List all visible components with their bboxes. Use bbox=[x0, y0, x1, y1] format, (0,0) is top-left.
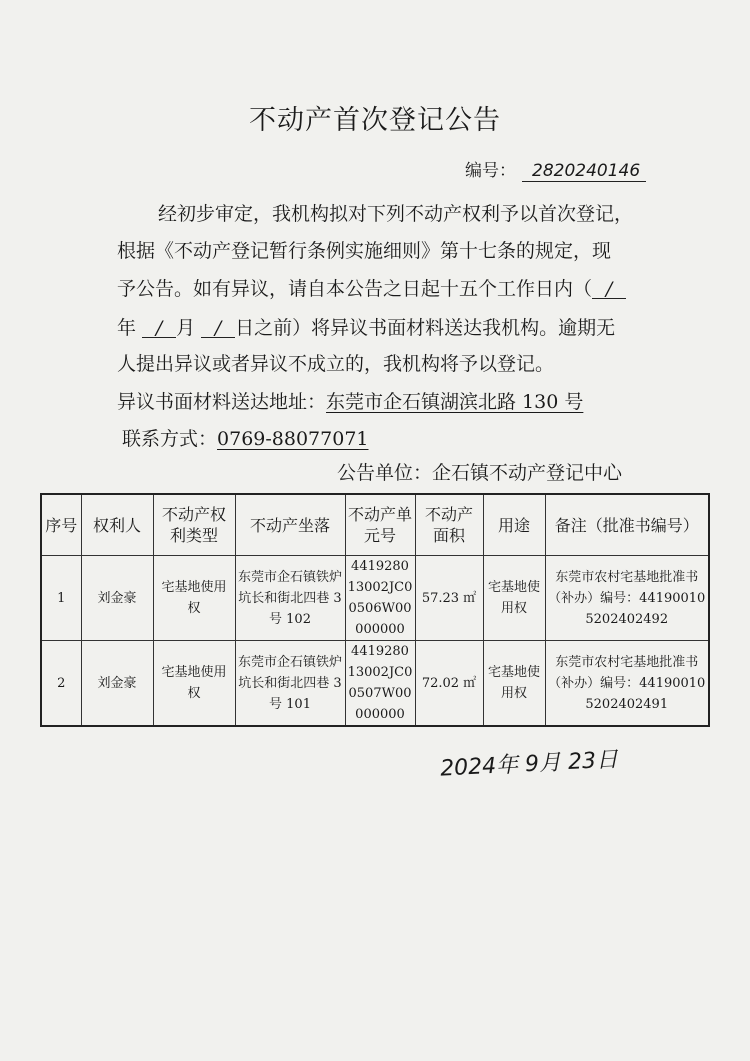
address-label: 异议书面材料送达地址： bbox=[117, 391, 327, 413]
paragraph-line-4-text: 日之前）将异议书面材料送达我机构。逾期无 bbox=[235, 317, 616, 339]
table-row bbox=[41, 556, 709, 641]
cell-right-type: 宅基地使用权 bbox=[153, 556, 235, 641]
contact-value: 0769-88077071 bbox=[217, 428, 369, 450]
cell-unit-no: 441928013002JC00507W00000000 bbox=[345, 641, 415, 727]
contact-line bbox=[122, 424, 369, 451]
cell-usage: 宅基地使用权 bbox=[483, 556, 545, 641]
serial-handwritten: 2820240146 bbox=[522, 161, 646, 182]
cell-unit-no: 441928013002JC00506W00000000 bbox=[345, 556, 415, 641]
cell-area: 72.02 ㎡ bbox=[415, 641, 483, 727]
serial-label: 编号： bbox=[465, 161, 516, 181]
blank-day: / bbox=[201, 319, 235, 338]
cell-no: 1 bbox=[41, 556, 81, 641]
header-holder: 权利人 bbox=[81, 494, 153, 556]
table-row bbox=[41, 641, 709, 727]
handwritten-date: 2024年 9月 23日 bbox=[439, 747, 619, 782]
contact-label: 联系方式： bbox=[122, 428, 218, 450]
address-line bbox=[117, 387, 583, 414]
header-area: 不动产面积 bbox=[415, 494, 483, 556]
blank-year: / bbox=[592, 280, 626, 299]
paragraph-line-4 bbox=[117, 313, 615, 340]
cell-holder: 刘金豪 bbox=[81, 556, 153, 641]
header-usage: 用途 bbox=[483, 494, 545, 556]
paragraph-line-5: 人提出异议或者异议不成立的，我机构将予以登记。 bbox=[117, 353, 555, 375]
cell-remark: 东莞市农村宅基地批准书（补办）编号：441900105202402492 bbox=[545, 556, 709, 641]
cell-location: 东莞市企石镇铁炉坑长和街北四巷 3 号 102 bbox=[235, 556, 345, 641]
paragraph-line-2: 根据《不动产登记暂行条例实施细则》第十七条的规定，现 bbox=[117, 240, 612, 262]
cell-remark: 东莞市农村宅基地批准书（补办）编号：441900105202402491 bbox=[545, 641, 709, 727]
cell-usage: 宅基地使用权 bbox=[483, 641, 545, 727]
paragraph-line-3 bbox=[117, 274, 626, 301]
registration-table bbox=[40, 493, 710, 727]
year-label: 年 bbox=[117, 317, 137, 339]
month-label: 月 bbox=[176, 317, 196, 339]
cell-holder: 刘金豪 bbox=[81, 641, 153, 727]
cell-no: 2 bbox=[41, 641, 81, 727]
serial-number bbox=[465, 156, 646, 182]
page-title: 不动产首次登记公告 bbox=[249, 105, 501, 136]
table-header-row bbox=[41, 494, 709, 556]
issuer: 公告单位：企石镇不动产登记中心 bbox=[337, 462, 623, 484]
header-unit-no: 不动产单元号 bbox=[345, 494, 415, 556]
cell-right-type: 宅基地使用权 bbox=[153, 641, 235, 727]
paragraph-line-1: 经初步审定，我机构拟对下列不动产权利予以首次登记， bbox=[158, 203, 634, 225]
paragraph-line-3-text: 予公告。如有异议，请自本公告之日起十五个工作日内（ bbox=[117, 278, 593, 300]
header-remark: 备注（批准书编号） bbox=[545, 494, 709, 556]
cell-location: 东莞市企石镇铁炉坑长和街北四巷 3 号 101 bbox=[235, 641, 345, 727]
blank-month: / bbox=[142, 319, 176, 338]
address-value: 东莞市企石镇湖滨北路 130 号 bbox=[326, 391, 584, 413]
cell-area: 57.23 ㎡ bbox=[415, 556, 483, 641]
header-right-type: 不动产权利类型 bbox=[153, 494, 235, 556]
header-no: 序号 bbox=[41, 494, 81, 556]
header-location: 不动产坐落 bbox=[235, 494, 345, 556]
